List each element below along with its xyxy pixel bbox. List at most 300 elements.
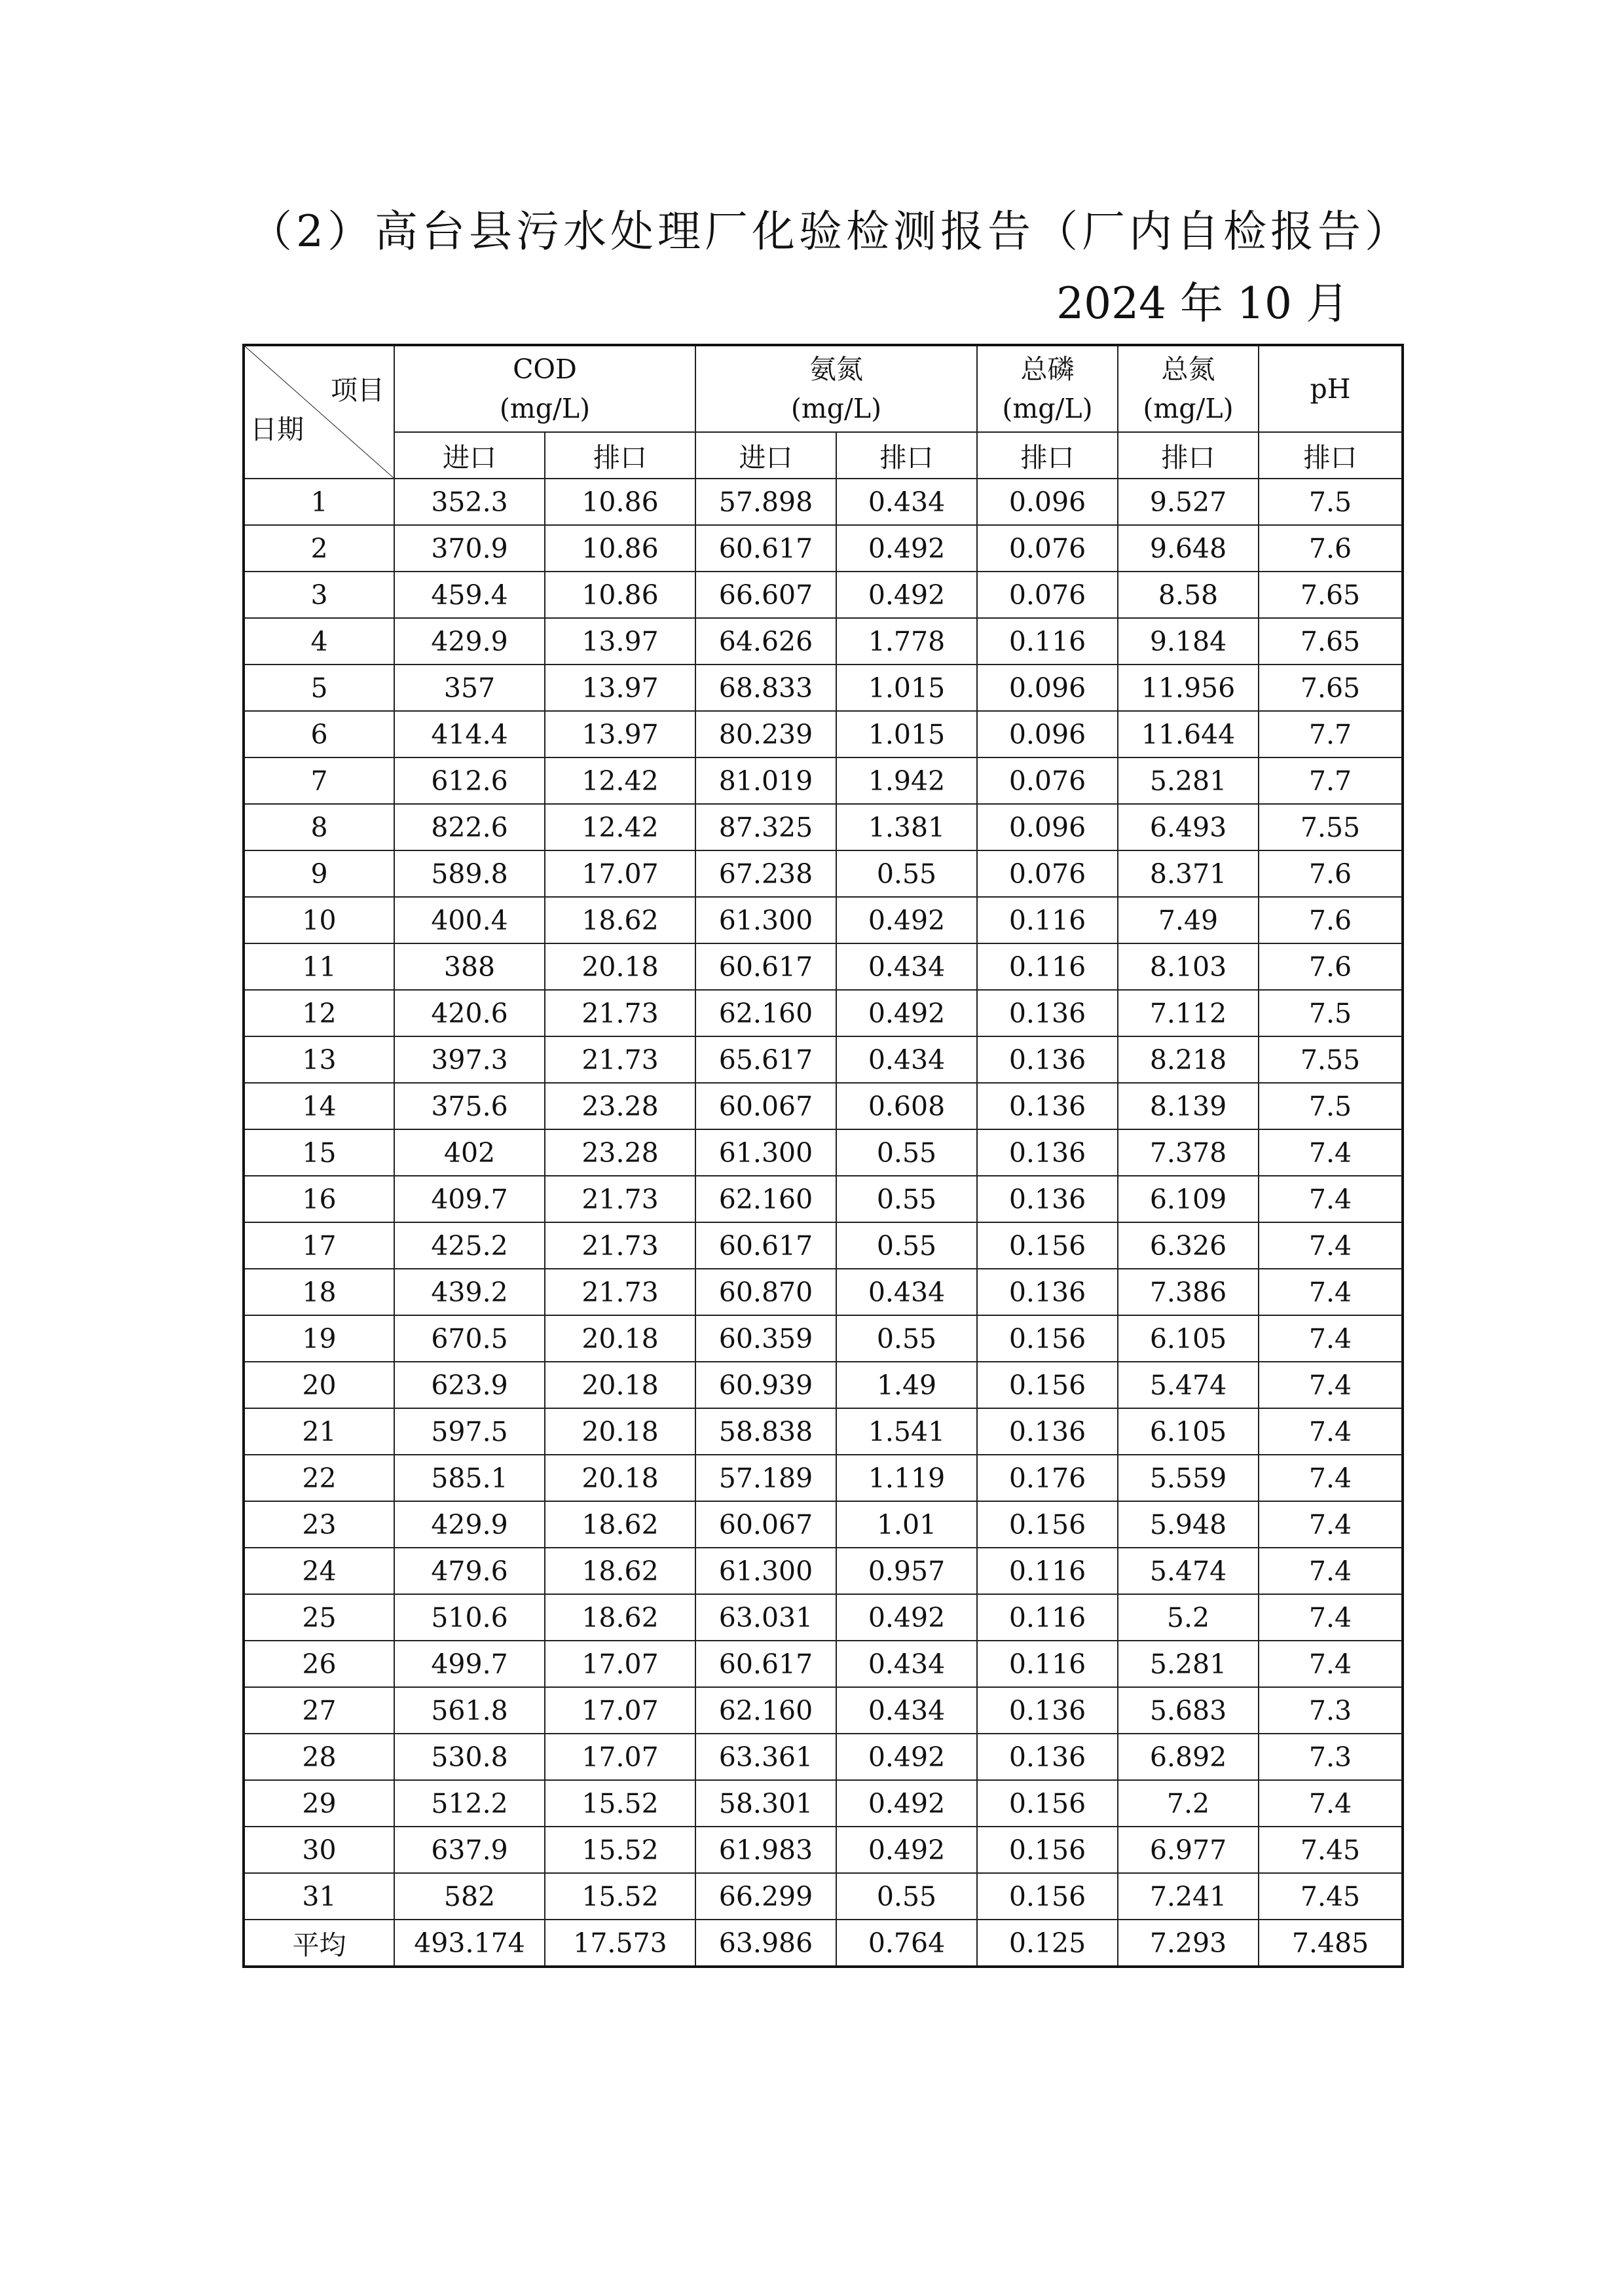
tp-name: 总磷 (1020, 354, 1075, 385)
ammonia-inlet-cell: 61.983 (695, 1827, 836, 1873)
table-row (244, 1036, 1403, 1083)
ammonia-inlet-cell: 65.617 (695, 1036, 836, 1083)
ammonia-inlet-cell: 60.617 (695, 1641, 836, 1687)
day-cell: 14 (244, 1083, 394, 1129)
ammonia-outlet-cell: 0.434 (836, 1687, 977, 1734)
cod-inlet-cell: 429.9 (394, 1501, 545, 1548)
ammonia-outlet-cell: 0.492 (836, 990, 977, 1036)
tp-outlet-cell: 0.156 (977, 1315, 1118, 1362)
table-row (244, 850, 1403, 897)
ph-outlet-cell: 7.4 (1259, 1129, 1403, 1176)
ph-outlet-cell: 7.55 (1259, 1036, 1403, 1083)
cod-outlet-cell: 20.18 (545, 1408, 695, 1455)
tp-outlet-cell: 0.176 (977, 1455, 1118, 1501)
day-cell: 17 (244, 1222, 394, 1269)
tn-outlet-cell: 8.371 (1118, 850, 1259, 897)
tp-unit: (mg/L) (1002, 393, 1093, 424)
tn-outlet-cell: 5.474 (1118, 1362, 1259, 1408)
ammonia-outlet-cell: 0.492 (836, 1827, 977, 1873)
ammonia-outlet-cell: 0.434 (836, 1036, 977, 1083)
ammonia-outlet-cell: 0.55 (836, 850, 977, 897)
cod-inlet-label: 进口 (394, 432, 545, 479)
table-row (244, 711, 1403, 757)
header-row-1 (244, 345, 1403, 432)
tn-outlet-cell: 7.386 (1118, 1269, 1259, 1315)
average-tp-outlet-cell: 0.125 (977, 1920, 1118, 1967)
table-row (244, 1501, 1403, 1548)
corner-item-label: 项目 (331, 374, 384, 406)
ammonia-inlet-cell: 62.160 (695, 1176, 836, 1222)
cod-inlet-cell: 597.5 (394, 1408, 545, 1455)
average-ph-outlet-cell: 7.485 (1259, 1920, 1403, 1967)
tn-outlet-label: 排口 (1118, 432, 1259, 479)
tp-outlet-cell: 0.136 (977, 1083, 1118, 1129)
table-row (244, 665, 1403, 711)
tp-outlet-cell: 0.116 (977, 1548, 1118, 1594)
ammonia-inlet-cell: 63.031 (695, 1594, 836, 1641)
cod-inlet-cell: 589.8 (394, 850, 545, 897)
ammonia-inlet-cell: 60.617 (695, 1222, 836, 1269)
average-cod-outlet-cell: 17.573 (545, 1920, 695, 1967)
cod-outlet-cell: 21.73 (545, 1269, 695, 1315)
ammonia-inlet-cell: 60.067 (695, 1083, 836, 1129)
cod-inlet-cell: 402 (394, 1129, 545, 1176)
ammonia-inlet-cell: 64.626 (695, 618, 836, 665)
day-cell: 2 (244, 525, 394, 572)
day-cell: 22 (244, 1455, 394, 1501)
header-ammonia (695, 345, 977, 432)
tp-outlet-cell: 0.156 (977, 1501, 1118, 1548)
tp-outlet-cell: 0.076 (977, 525, 1118, 572)
tp-outlet-cell: 0.096 (977, 665, 1118, 711)
cod-inlet-cell: 352.3 (394, 479, 545, 525)
ammonia-outlet-cell: 1.778 (836, 618, 977, 665)
tn-outlet-cell: 7.112 (1118, 990, 1259, 1036)
tn-outlet-cell: 7.2 (1118, 1780, 1259, 1827)
day-cell: 5 (244, 665, 394, 711)
ph-outlet-cell: 7.6 (1259, 850, 1403, 897)
day-cell: 28 (244, 1734, 394, 1780)
table-row (244, 1641, 1403, 1687)
tp-outlet-cell: 0.076 (977, 850, 1118, 897)
table-row (244, 1408, 1403, 1455)
day-cell: 18 (244, 1269, 394, 1315)
ammonia-inlet-label: 进口 (695, 432, 836, 479)
tn-outlet-cell: 5.281 (1118, 1641, 1259, 1687)
average-day-cell: 平均 (244, 1920, 394, 1967)
table-row (244, 757, 1403, 804)
tn-outlet-cell: 9.527 (1118, 479, 1259, 525)
ph-outlet-cell: 7.4 (1259, 1594, 1403, 1641)
tp-outlet-cell: 0.116 (977, 618, 1118, 665)
cod-inlet-cell: 479.6 (394, 1548, 545, 1594)
tp-outlet-cell: 0.136 (977, 1734, 1118, 1780)
tp-outlet-cell: 0.136 (977, 1269, 1118, 1315)
table-row (244, 479, 1403, 525)
header-cod (394, 345, 695, 432)
test-report-table (242, 344, 1404, 1968)
ammonia-outlet-cell: 1.381 (836, 804, 977, 850)
table-row (244, 1827, 1403, 1873)
ph-outlet-cell: 7.65 (1259, 665, 1403, 711)
ph-outlet-cell: 7.7 (1259, 711, 1403, 757)
ph-outlet-cell: 7.6 (1259, 525, 1403, 572)
tp-outlet-cell: 0.096 (977, 479, 1118, 525)
tp-outlet-cell: 0.156 (977, 1873, 1118, 1920)
ammonia-inlet-cell: 61.300 (695, 1548, 836, 1594)
tn-outlet-cell: 7.378 (1118, 1129, 1259, 1176)
cod-outlet-cell: 21.73 (545, 1176, 695, 1222)
cod-inlet-cell: 420.6 (394, 990, 545, 1036)
table-row (244, 1176, 1403, 1222)
cod-outlet-cell: 13.97 (545, 711, 695, 757)
ammonia-outlet-cell: 0.492 (836, 1734, 977, 1780)
ammonia-outlet-cell: 0.55 (836, 1129, 977, 1176)
table-row (244, 990, 1403, 1036)
ammonia-outlet-cell: 1.49 (836, 1362, 977, 1408)
ph-outlet-cell: 7.4 (1259, 1176, 1403, 1222)
day-cell: 10 (244, 897, 394, 943)
ammonia-inlet-cell: 87.325 (695, 804, 836, 850)
day-cell: 9 (244, 850, 394, 897)
day-cell: 15 (244, 1129, 394, 1176)
tn-outlet-cell: 6.105 (1118, 1315, 1259, 1362)
tp-outlet-cell: 0.116 (977, 1641, 1118, 1687)
ph-outlet-cell: 7.45 (1259, 1827, 1403, 1873)
ph-outlet-cell: 7.4 (1259, 1269, 1403, 1315)
average-cod-inlet-cell: 493.174 (394, 1920, 545, 1967)
day-cell: 20 (244, 1362, 394, 1408)
tp-outlet-cell: 0.136 (977, 1408, 1118, 1455)
cod-inlet-cell: 400.4 (394, 897, 545, 943)
ammonia-outlet-cell: 1.119 (836, 1455, 977, 1501)
tp-outlet-cell: 0.156 (977, 1222, 1118, 1269)
cod-inlet-cell: 409.7 (394, 1176, 545, 1222)
ammonia-outlet-cell: 0.55 (836, 1315, 977, 1362)
ph-outlet-cell: 7.3 (1259, 1687, 1403, 1734)
ph-outlet-cell: 7.4 (1259, 1362, 1403, 1408)
ammonia-inlet-cell: 67.238 (695, 850, 836, 897)
cod-inlet-cell: 397.3 (394, 1036, 545, 1083)
ph-outlet-cell: 7.6 (1259, 897, 1403, 943)
tp-outlet-cell: 0.156 (977, 1362, 1118, 1408)
day-cell: 16 (244, 1176, 394, 1222)
cod-inlet-cell: 357 (394, 665, 545, 711)
header-total-nitrogen (1118, 345, 1259, 432)
tp-outlet-cell: 0.116 (977, 1594, 1118, 1641)
cod-inlet-cell: 822.6 (394, 804, 545, 850)
table-row (244, 1455, 1403, 1501)
average-ammonia-inlet-cell: 63.986 (695, 1920, 836, 1967)
ammonia-outlet-cell: 0.492 (836, 1594, 977, 1641)
cod-outlet-cell: 18.62 (545, 1501, 695, 1548)
header-total-phosphorus (977, 345, 1118, 432)
cod-inlet-cell: 388 (394, 943, 545, 990)
ph-outlet-cell: 7.5 (1259, 990, 1403, 1036)
table-row (244, 1362, 1403, 1408)
tn-outlet-cell: 6.105 (1118, 1408, 1259, 1455)
header-ph: pH (1259, 345, 1403, 432)
ph-outlet-cell: 7.5 (1259, 479, 1403, 525)
ph-outlet-cell: 7.4 (1259, 1548, 1403, 1594)
tn-outlet-cell: 11.644 (1118, 711, 1259, 757)
day-cell: 4 (244, 618, 394, 665)
cod-inlet-cell: 512.2 (394, 1780, 545, 1827)
ph-outlet-cell: 7.4 (1259, 1780, 1403, 1827)
ammonia-inlet-cell: 66.607 (695, 572, 836, 618)
ammonia-outlet-cell: 0.434 (836, 943, 977, 990)
average-row (244, 1920, 1403, 1967)
cod-inlet-cell: 425.2 (394, 1222, 545, 1269)
day-cell: 31 (244, 1873, 394, 1920)
ph-outlet-cell: 7.4 (1259, 1501, 1403, 1548)
tp-outlet-cell: 0.096 (977, 804, 1118, 850)
cod-outlet-cell: 17.07 (545, 1734, 695, 1780)
table-row (244, 1315, 1403, 1362)
cod-inlet-cell: 370.9 (394, 525, 545, 572)
ammonia-inlet-cell: 62.160 (695, 990, 836, 1036)
day-cell: 1 (244, 479, 394, 525)
ammonia-inlet-cell: 58.838 (695, 1408, 836, 1455)
cod-inlet-cell: 585.1 (394, 1455, 545, 1501)
cod-inlet-cell: 414.4 (394, 711, 545, 757)
cod-outlet-cell: 15.52 (545, 1780, 695, 1827)
ammonia-inlet-cell: 68.833 (695, 665, 836, 711)
ammonia-inlet-cell: 60.617 (695, 525, 836, 572)
ammonia-inlet-cell: 57.898 (695, 479, 836, 525)
cod-inlet-cell: 670.5 (394, 1315, 545, 1362)
cod-outlet-cell: 17.07 (545, 850, 695, 897)
ammonia-outlet-cell: 0.434 (836, 1641, 977, 1687)
tp-outlet-cell: 0.136 (977, 1176, 1118, 1222)
table-row (244, 804, 1403, 850)
table-row (244, 1734, 1403, 1780)
cod-inlet-cell: 637.9 (394, 1827, 545, 1873)
day-cell: 29 (244, 1780, 394, 1827)
tn-outlet-cell: 5.281 (1118, 757, 1259, 804)
table-row (244, 1548, 1403, 1594)
cod-outlet-cell: 21.73 (545, 1036, 695, 1083)
cod-outlet-label: 排口 (545, 432, 695, 479)
ammonia-outlet-cell: 0.492 (836, 572, 977, 618)
day-cell: 21 (244, 1408, 394, 1455)
table-row (244, 897, 1403, 943)
cod-outlet-cell: 23.28 (545, 1083, 695, 1129)
ammonia-inlet-cell: 81.019 (695, 757, 836, 804)
day-cell: 24 (244, 1548, 394, 1594)
tn-outlet-cell: 5.683 (1118, 1687, 1259, 1734)
cod-outlet-cell: 15.52 (545, 1827, 695, 1873)
ammonia-outlet-cell: 0.492 (836, 897, 977, 943)
ph-outlet-cell: 7.7 (1259, 757, 1403, 804)
table-row (244, 1687, 1403, 1734)
ph-outlet-cell: 7.45 (1259, 1873, 1403, 1920)
cod-inlet-cell: 561.8 (394, 1687, 545, 1734)
ammonia-inlet-cell: 60.359 (695, 1315, 836, 1362)
ammonia-outlet-cell: 0.55 (836, 1222, 977, 1269)
table-row (244, 572, 1403, 618)
tn-outlet-cell: 7.241 (1118, 1873, 1259, 1920)
day-cell: 30 (244, 1827, 394, 1873)
tn-outlet-cell: 9.184 (1118, 618, 1259, 665)
ammonia-outlet-label: 排口 (836, 432, 977, 479)
ammonia-inlet-cell: 60.870 (695, 1269, 836, 1315)
day-cell: 3 (244, 572, 394, 618)
ammonia-outlet-cell: 0.608 (836, 1083, 977, 1129)
corner-cell (244, 345, 394, 479)
cod-inlet-cell: 439.2 (394, 1269, 545, 1315)
cod-name: COD (513, 354, 577, 385)
tp-outlet-cell: 0.076 (977, 757, 1118, 804)
cod-inlet-cell: 582 (394, 1873, 545, 1920)
ammonia-inlet-cell: 60.067 (695, 1501, 836, 1548)
ammonia-inlet-cell: 63.361 (695, 1734, 836, 1780)
ammonia-outlet-cell: 1.015 (836, 665, 977, 711)
tn-outlet-cell: 6.892 (1118, 1734, 1259, 1780)
ammonia-inlet-cell: 58.301 (695, 1780, 836, 1827)
cod-outlet-cell: 23.28 (545, 1129, 695, 1176)
table-row (244, 1594, 1403, 1641)
day-cell: 23 (244, 1501, 394, 1548)
tn-outlet-cell: 6.109 (1118, 1176, 1259, 1222)
ammonia-inlet-cell: 57.189 (695, 1455, 836, 1501)
cod-outlet-cell: 20.18 (545, 1362, 695, 1408)
cod-inlet-cell: 510.6 (394, 1594, 545, 1641)
cod-outlet-cell: 17.07 (545, 1687, 695, 1734)
day-cell: 27 (244, 1687, 394, 1734)
tp-outlet-cell: 0.116 (977, 897, 1118, 943)
average-ammonia-outlet-cell: 0.764 (836, 1920, 977, 1967)
tp-outlet-cell: 0.156 (977, 1780, 1118, 1827)
cod-outlet-cell: 21.73 (545, 990, 695, 1036)
cod-outlet-cell: 10.86 (545, 479, 695, 525)
tp-outlet-cell: 0.136 (977, 1687, 1118, 1734)
average-tn-outlet-cell: 7.293 (1118, 1920, 1259, 1967)
table-row (244, 943, 1403, 990)
tn-outlet-cell: 6.977 (1118, 1827, 1259, 1873)
table-row (244, 1780, 1403, 1827)
ph-outlet-cell: 7.4 (1259, 1222, 1403, 1269)
cod-outlet-cell: 12.42 (545, 804, 695, 850)
report-date: 2024 年 10 月 (1056, 278, 1349, 329)
cod-inlet-cell: 459.4 (394, 572, 545, 618)
day-cell: 6 (244, 711, 394, 757)
tn-outlet-cell: 5.559 (1118, 1455, 1259, 1501)
ammonia-inlet-cell: 80.239 (695, 711, 836, 757)
cod-inlet-cell: 612.6 (394, 757, 545, 804)
cod-outlet-cell: 21.73 (545, 1222, 695, 1269)
ph-outlet-cell: 7.4 (1259, 1408, 1403, 1455)
cod-outlet-cell: 15.52 (545, 1873, 695, 1920)
ph-outlet-cell: 7.4 (1259, 1455, 1403, 1501)
table-row (244, 1083, 1403, 1129)
ph-outlet-cell: 7.3 (1259, 1734, 1403, 1780)
ph-outlet-cell: 7.4 (1259, 1641, 1403, 1687)
tn-outlet-cell: 5.2 (1118, 1594, 1259, 1641)
ammonia-outlet-cell: 0.434 (836, 479, 977, 525)
tn-outlet-cell: 8.103 (1118, 943, 1259, 990)
tn-outlet-cell: 6.493 (1118, 804, 1259, 850)
table-row (244, 525, 1403, 572)
day-cell: 8 (244, 804, 394, 850)
ammonia-inlet-cell: 66.299 (695, 1873, 836, 1920)
ph-outlet-label: 排口 (1259, 432, 1403, 479)
tn-name: 总氮 (1161, 354, 1215, 385)
header-row-2 (244, 432, 1403, 479)
tp-outlet-cell: 0.156 (977, 1827, 1118, 1873)
ammonia-inlet-cell: 60.617 (695, 943, 836, 990)
tn-outlet-cell: 8.218 (1118, 1036, 1259, 1083)
ph-outlet-cell: 7.5 (1259, 1083, 1403, 1129)
ammonia-name: 氨氮 (809, 354, 863, 385)
ammonia-outlet-cell: 0.492 (836, 525, 977, 572)
cod-inlet-cell: 429.9 (394, 618, 545, 665)
tn-outlet-cell: 8.58 (1118, 572, 1259, 618)
ph-outlet-cell: 7.4 (1259, 1315, 1403, 1362)
cod-outlet-cell: 13.97 (545, 618, 695, 665)
table-row (244, 1129, 1403, 1176)
ammonia-outlet-cell: 1.942 (836, 757, 977, 804)
ammonia-outlet-cell: 0.55 (836, 1873, 977, 1920)
cod-inlet-cell: 623.9 (394, 1362, 545, 1408)
cod-outlet-cell: 18.62 (545, 1548, 695, 1594)
ph-outlet-cell: 7.55 (1259, 804, 1403, 850)
table-row (244, 1222, 1403, 1269)
tn-outlet-cell: 9.648 (1118, 525, 1259, 572)
cod-outlet-cell: 12.42 (545, 757, 695, 804)
day-cell: 26 (244, 1641, 394, 1687)
ph-outlet-cell: 7.65 (1259, 572, 1403, 618)
cod-outlet-cell: 20.18 (545, 1315, 695, 1362)
tp-outlet-cell: 0.136 (977, 990, 1118, 1036)
table-row (244, 1269, 1403, 1315)
cod-outlet-cell: 10.86 (545, 525, 695, 572)
day-cell: 11 (244, 943, 394, 990)
ammonia-outlet-cell: 1.541 (836, 1408, 977, 1455)
tp-outlet-label: 排口 (977, 432, 1118, 479)
tn-outlet-cell: 6.326 (1118, 1222, 1259, 1269)
cod-inlet-cell: 499.7 (394, 1641, 545, 1687)
tn-unit: (mg/L) (1143, 393, 1234, 424)
cod-inlet-cell: 375.6 (394, 1083, 545, 1129)
day-cell: 7 (244, 757, 394, 804)
ammonia-outlet-cell: 0.55 (836, 1176, 977, 1222)
ammonia-outlet-cell: 1.01 (836, 1501, 977, 1548)
cod-unit: (mg/L) (499, 393, 591, 424)
ammonia-outlet-cell: 0.957 (836, 1548, 977, 1594)
cod-outlet-cell: 20.18 (545, 1455, 695, 1501)
tn-outlet-cell: 5.948 (1118, 1501, 1259, 1548)
day-cell: 12 (244, 990, 394, 1036)
ammonia-outlet-cell: 1.015 (836, 711, 977, 757)
cod-inlet-cell: 530.8 (394, 1734, 545, 1780)
ammonia-inlet-cell: 62.160 (695, 1687, 836, 1734)
ph-outlet-cell: 7.65 (1259, 618, 1403, 665)
cod-outlet-cell: 20.18 (545, 943, 695, 990)
table-row (244, 618, 1403, 665)
ammonia-inlet-cell: 60.939 (695, 1362, 836, 1408)
tn-outlet-cell: 11.956 (1118, 665, 1259, 711)
ammonia-inlet-cell: 61.300 (695, 897, 836, 943)
cod-outlet-cell: 17.07 (545, 1641, 695, 1687)
tp-outlet-cell: 0.136 (977, 1129, 1118, 1176)
cod-outlet-cell: 18.62 (545, 1594, 695, 1641)
tp-outlet-cell: 0.076 (977, 572, 1118, 618)
tn-outlet-cell: 8.139 (1118, 1083, 1259, 1129)
report-title: （2）高台县污水处理厂化验检测报告（厂内自检报告） (249, 206, 1412, 257)
corner-date-label: 日期 (250, 414, 304, 445)
day-cell: 19 (244, 1315, 394, 1362)
